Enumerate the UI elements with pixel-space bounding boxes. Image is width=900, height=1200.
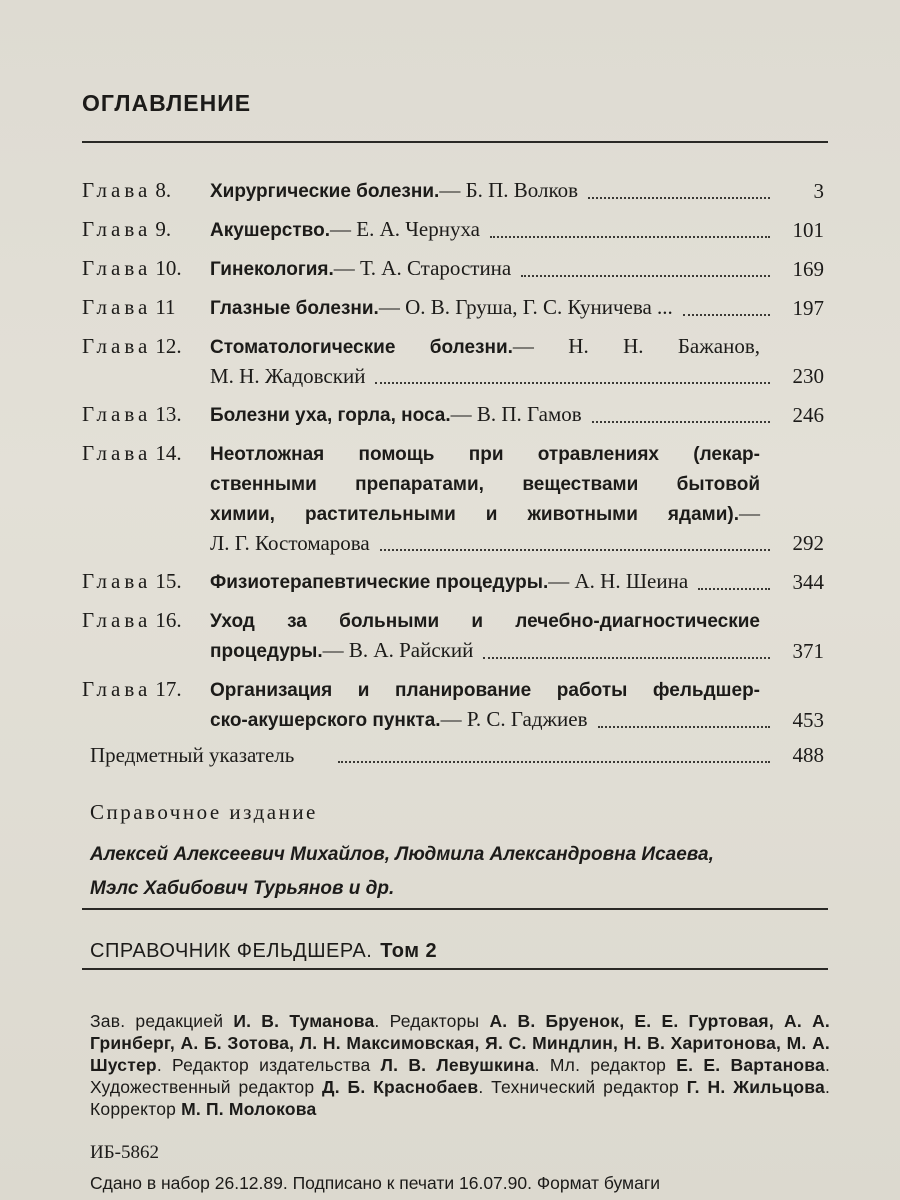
chapter-title: Физиотерапевтические процедуры.: [210, 572, 549, 593]
page-number: 488: [792, 743, 824, 767]
chapter-body: [210, 176, 824, 206]
toc-line: [210, 499, 824, 529]
index-label: Предметный указатель: [90, 743, 295, 767]
chapter-word: Глава: [82, 334, 152, 358]
credit-name: А. В. Бруенок, Е. Е. Гуртовая, А. А. Гринберг, А. Б. Зотова, Л. Н. Максимовская, Я. С. Миндлин, Н. В. Харитонова, М. А. Шустер: [90, 1011, 830, 1075]
credit-role: . Художественный редактор: [90, 1055, 830, 1097]
leader-dots: [598, 726, 771, 728]
toc-entry: [82, 400, 824, 430]
chapter-title: химии, растительными и животными ядами).: [210, 504, 739, 525]
chapter-title: Гинекология.: [210, 259, 334, 280]
page-number: 344: [792, 570, 824, 594]
chapter-author: М. Н. Жадовский: [210, 364, 366, 388]
chapter-author: —: [739, 501, 760, 525]
chapter-author: — Р. С. Гаджиев: [440, 707, 588, 731]
chapter-body: [210, 675, 824, 735]
toc-line: [210, 567, 824, 597]
page-number: 453: [792, 708, 824, 732]
table-of-contents: [82, 176, 824, 770]
chapter-title: ственными препаратами, веществами бытовой: [210, 474, 760, 495]
chapter-label: [82, 675, 210, 704]
leader-dots: [588, 197, 770, 199]
toc-line: [210, 675, 824, 705]
leader-dots: [483, 657, 770, 659]
chapter-author: — О. В. Груша, Г. С. Куничева ...: [378, 295, 673, 319]
credit-role: . Мл. редактор: [534, 1055, 677, 1075]
index-entry: [82, 741, 824, 770]
chapter-title: ско-акушерского пункта.: [210, 710, 441, 731]
credit-role: . Корректор: [90, 1077, 831, 1119]
chapter-body: [210, 293, 824, 323]
chapter-author: — В. А. Райский: [322, 638, 474, 662]
chapter-title: Неотложная помощь при отравлениях (лекар-: [210, 444, 760, 465]
toc-line: [210, 705, 824, 735]
chapter-author: — Т. А. Старостина: [333, 256, 512, 280]
chapter-title: Акушерство.: [210, 220, 330, 241]
chapter-label: [82, 439, 210, 468]
chapter-body: [210, 439, 824, 558]
chapter-label: [82, 606, 210, 635]
authors-block: [90, 838, 830, 906]
chapter-number: 15.: [155, 569, 182, 593]
chapter-word: Глава: [82, 178, 152, 202]
chapter-title: Стоматологические болезни.: [210, 337, 513, 358]
credit-name: Д. Б. Краснобаев: [322, 1077, 479, 1097]
chapter-body: [210, 400, 824, 430]
toc-line: [210, 254, 824, 284]
toc-entry: [82, 176, 824, 206]
toc-line: [210, 293, 824, 323]
chapter-word: Глава: [82, 608, 152, 632]
page-number: 101: [792, 218, 824, 242]
leader-dots: [380, 549, 770, 551]
leader-dots: [592, 421, 770, 423]
credit-role: Зав. редакцией: [90, 1011, 234, 1031]
chapter-word: Глава: [82, 441, 152, 465]
chapter-number: 17.: [155, 677, 182, 701]
toc-entry: [82, 332, 824, 391]
toc-line: [210, 362, 824, 391]
chapter-label: [82, 254, 210, 283]
chapter-author: — Б. П. Волков: [439, 178, 579, 202]
book-title-text: СПРАВОЧНИК ФЕЛЬДШЕРА.: [90, 940, 373, 962]
chapter-title: Болезни уха, горла, носа.: [210, 405, 451, 426]
page-number: 169: [792, 257, 824, 281]
chapter-body: [210, 254, 824, 284]
toc-line: [210, 469, 824, 499]
toc-line: [210, 215, 824, 245]
leader-dots: [683, 314, 770, 316]
chapter-number: 16.: [155, 608, 182, 632]
toc-line: [210, 606, 824, 636]
chapter-author: — Н. Н. Бажанов,: [512, 334, 760, 358]
leader-dots: [698, 588, 770, 590]
credit-name: Е. Е. Вартанова: [676, 1055, 825, 1075]
chapter-number: 9.: [155, 217, 172, 241]
credit-name: М. П. Молокова: [181, 1099, 317, 1119]
toc-entry: [82, 439, 824, 558]
chapter-number: 11: [155, 295, 176, 319]
toc-entry: [82, 293, 824, 323]
chapter-word: Глава: [82, 256, 152, 280]
chapter-author: — В. П. Гамов: [450, 402, 582, 426]
leader-dots: [521, 275, 770, 277]
book-volume: Том 2: [380, 940, 438, 962]
chapter-title: Хирургические болезни.: [210, 181, 440, 202]
chapter-word: Глава: [82, 569, 152, 593]
chapter-title: Организация и планирование работы фельдшер-: [210, 680, 760, 701]
toc-heading: ОГЛАВЛЕНИЕ: [82, 90, 252, 116]
chapter-title: Уход за больными и лечебно-диагностические: [210, 611, 760, 632]
chapter-body: [210, 606, 824, 666]
chapter-title: процедуры.: [210, 641, 323, 662]
chapter-number: 12.: [155, 334, 182, 358]
toc-line: [210, 636, 824, 666]
chapter-word: Глава: [82, 295, 152, 319]
section-rule: [82, 968, 828, 970]
toc-entry: [82, 606, 824, 666]
chapter-number: 14.: [155, 441, 182, 465]
chapter-number: 8.: [155, 178, 172, 202]
ib-code: ИБ-5862: [90, 1142, 159, 1163]
toc-entry: [82, 254, 824, 284]
chapter-author: Л. Г. Костомарова: [210, 531, 370, 555]
chapter-body: [210, 215, 824, 245]
toc-line: [210, 439, 824, 469]
authors-line: Алексей Алексеевич Михайлов, Людмила Александровна Исаева,: [90, 844, 714, 865]
edition-type-label: Справочное издание: [90, 800, 318, 824]
chapter-word: Глава: [82, 217, 152, 241]
chapter-label: [82, 176, 210, 205]
credit-name: И. В. Туманова: [233, 1011, 375, 1031]
page-number: 230: [792, 364, 824, 388]
editorial-credits: [90, 1010, 830, 1120]
page-number: 197: [792, 296, 824, 320]
leader-dots: [338, 761, 770, 763]
heading-rule: [82, 141, 828, 143]
chapter-word: Глава: [82, 402, 152, 426]
chapter-author: — Е. А. Чернуха: [330, 217, 480, 241]
page-number: 246: [792, 403, 824, 427]
chapter-title: Глазные болезни.: [210, 298, 379, 319]
chapter-label: [82, 293, 210, 322]
chapter-body: [210, 567, 824, 597]
credit-name: Л. В. Левушкина: [380, 1055, 535, 1075]
chapter-word: Глава: [82, 677, 152, 701]
chapter-label: [82, 567, 210, 596]
chapter-body: [210, 332, 824, 391]
page-number: 292: [792, 531, 824, 555]
credit-role: . Технический редактор: [478, 1077, 687, 1097]
page-number: 3: [813, 179, 824, 203]
chapter-label: [82, 400, 210, 429]
print-info: Сдано в набор 26.12.89. Подписано к печати 16.07.90. Формат бумаги: [90, 1173, 660, 1193]
chapter-number: 10.: [155, 256, 182, 280]
credit-name: Г. Н. Жильцова: [686, 1077, 825, 1097]
book-title: [90, 940, 437, 963]
toc-line: [210, 529, 824, 558]
chapter-author: — А. Н. Шеина: [548, 569, 689, 593]
section-rule: [82, 908, 828, 910]
toc-entry: [82, 675, 824, 735]
credit-role: . Редакторы: [374, 1011, 490, 1031]
toc-line: [210, 400, 824, 430]
leader-dots: [375, 382, 770, 384]
toc-entry: [82, 567, 824, 597]
chapter-number: 13.: [155, 402, 182, 426]
page-number: 371: [792, 639, 824, 663]
toc-line: [210, 176, 824, 206]
authors-line: Мэлс Хабибович Турьянов и др.: [90, 878, 395, 899]
leader-dots: [490, 236, 770, 238]
chapter-label: [82, 215, 210, 244]
chapter-label: [82, 332, 210, 361]
credit-role: . Редактор издательства: [156, 1055, 381, 1075]
toc-entry: [82, 215, 824, 245]
toc-line: [210, 332, 824, 362]
